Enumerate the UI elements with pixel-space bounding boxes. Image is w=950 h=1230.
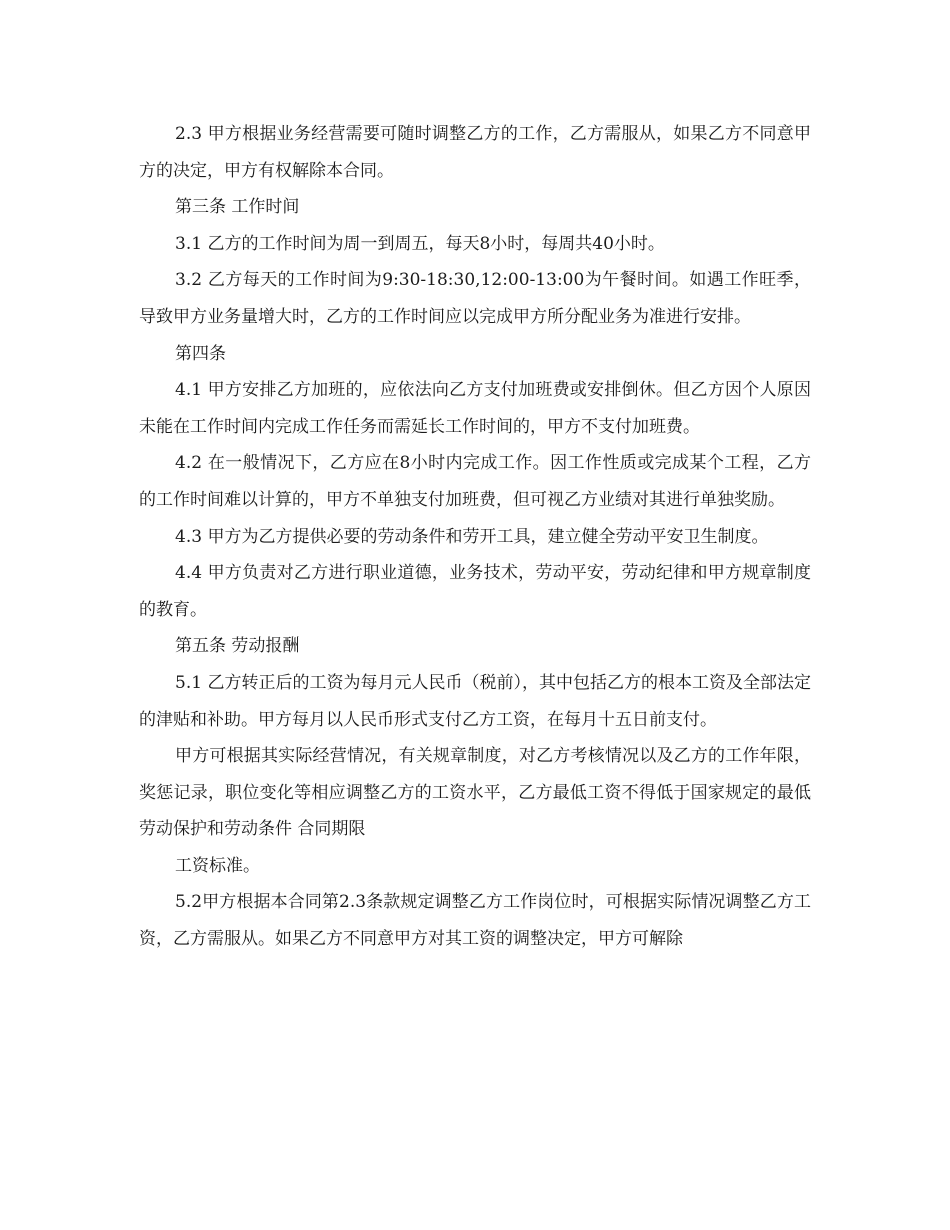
clause-5-2: 5.2甲方根据本合同第2.3条款规定调整乙方工作岗位时，可根据实际情况调整乙方工资，乙方需服从。如果乙方不同意甲方对其工资的调整决定，甲方可解除 <box>139 892 811 950</box>
clause-3-1: 3.1 乙方的工作时间为周一到周五，每天8小时，每周共40小时。 <box>175 233 665 254</box>
clause-4-1: 4.1 甲方安排乙方加班的，应依法向乙方支付加班费或安排倒休。但乙方因个人原因未能在工作时间内完成工作任务而需延长工作时间的，甲方不支付加班费。 <box>139 380 811 437</box>
clause-2-3: 2.3 甲方根据业务经营需要可随时调整乙方的工作，乙方需服从，如果乙方不同意甲方的决定，甲方有权解除本合同。 <box>139 124 811 181</box>
clause-5-1: 5.1 乙方转正后的工资为每月元人民币（税前），其中包括乙方的根本工资及全部法定的津贴和补助。甲方每月以人民币形式支付乙方工资，在每月十五日前支付。 <box>139 672 811 730</box>
clause-4-3: 4.3 甲方为乙方提供必要的劳动条件和劳开工具，建立健全劳动平安卫生制度。 <box>175 526 769 547</box>
article-5-heading: 第五条 劳动报酬 <box>175 636 300 657</box>
clause-4-2: 4.2 在一般情况下，乙方应在8小时内完成工作。因工作性质或完成某个工程，乙方的工作时间难以计算的，甲方不单独支付加班费，但可视乙方业绩对其进行单独奖励。 <box>139 453 811 510</box>
salary-standard-line: 工资标准。 <box>175 855 260 876</box>
clause-4-4: 4.4 甲方负责对乙方进行职业道德，业务技术，劳动平安，劳动纪律和甲方规章制度的教育。 <box>139 563 811 620</box>
article-3-heading: 第三条 工作时间 <box>175 197 300 218</box>
salary-adjustment-paragraph: 甲方可根据其实际经营情况，有关规章制度，对乙方考核情况以及乙方的工作年限，奖惩记录，职位变化等相应调整乙方的工资水平，乙方最低工资不得低于国家规定的最低劳动保护和劳动条件 合同期限 <box>139 746 811 840</box>
document-body <box>139 116 811 958</box>
clause-3-2: 3.2 乙方每天的工作时间为9:30-18:30,12:00-13:00为午餐时间。如遇工作旺季，导致甲方业务量增大时，乙方的工作时间应以完成甲方所分配业务为准进行安排。 <box>139 270 811 327</box>
article-4-heading: 第四条 <box>175 343 226 364</box>
